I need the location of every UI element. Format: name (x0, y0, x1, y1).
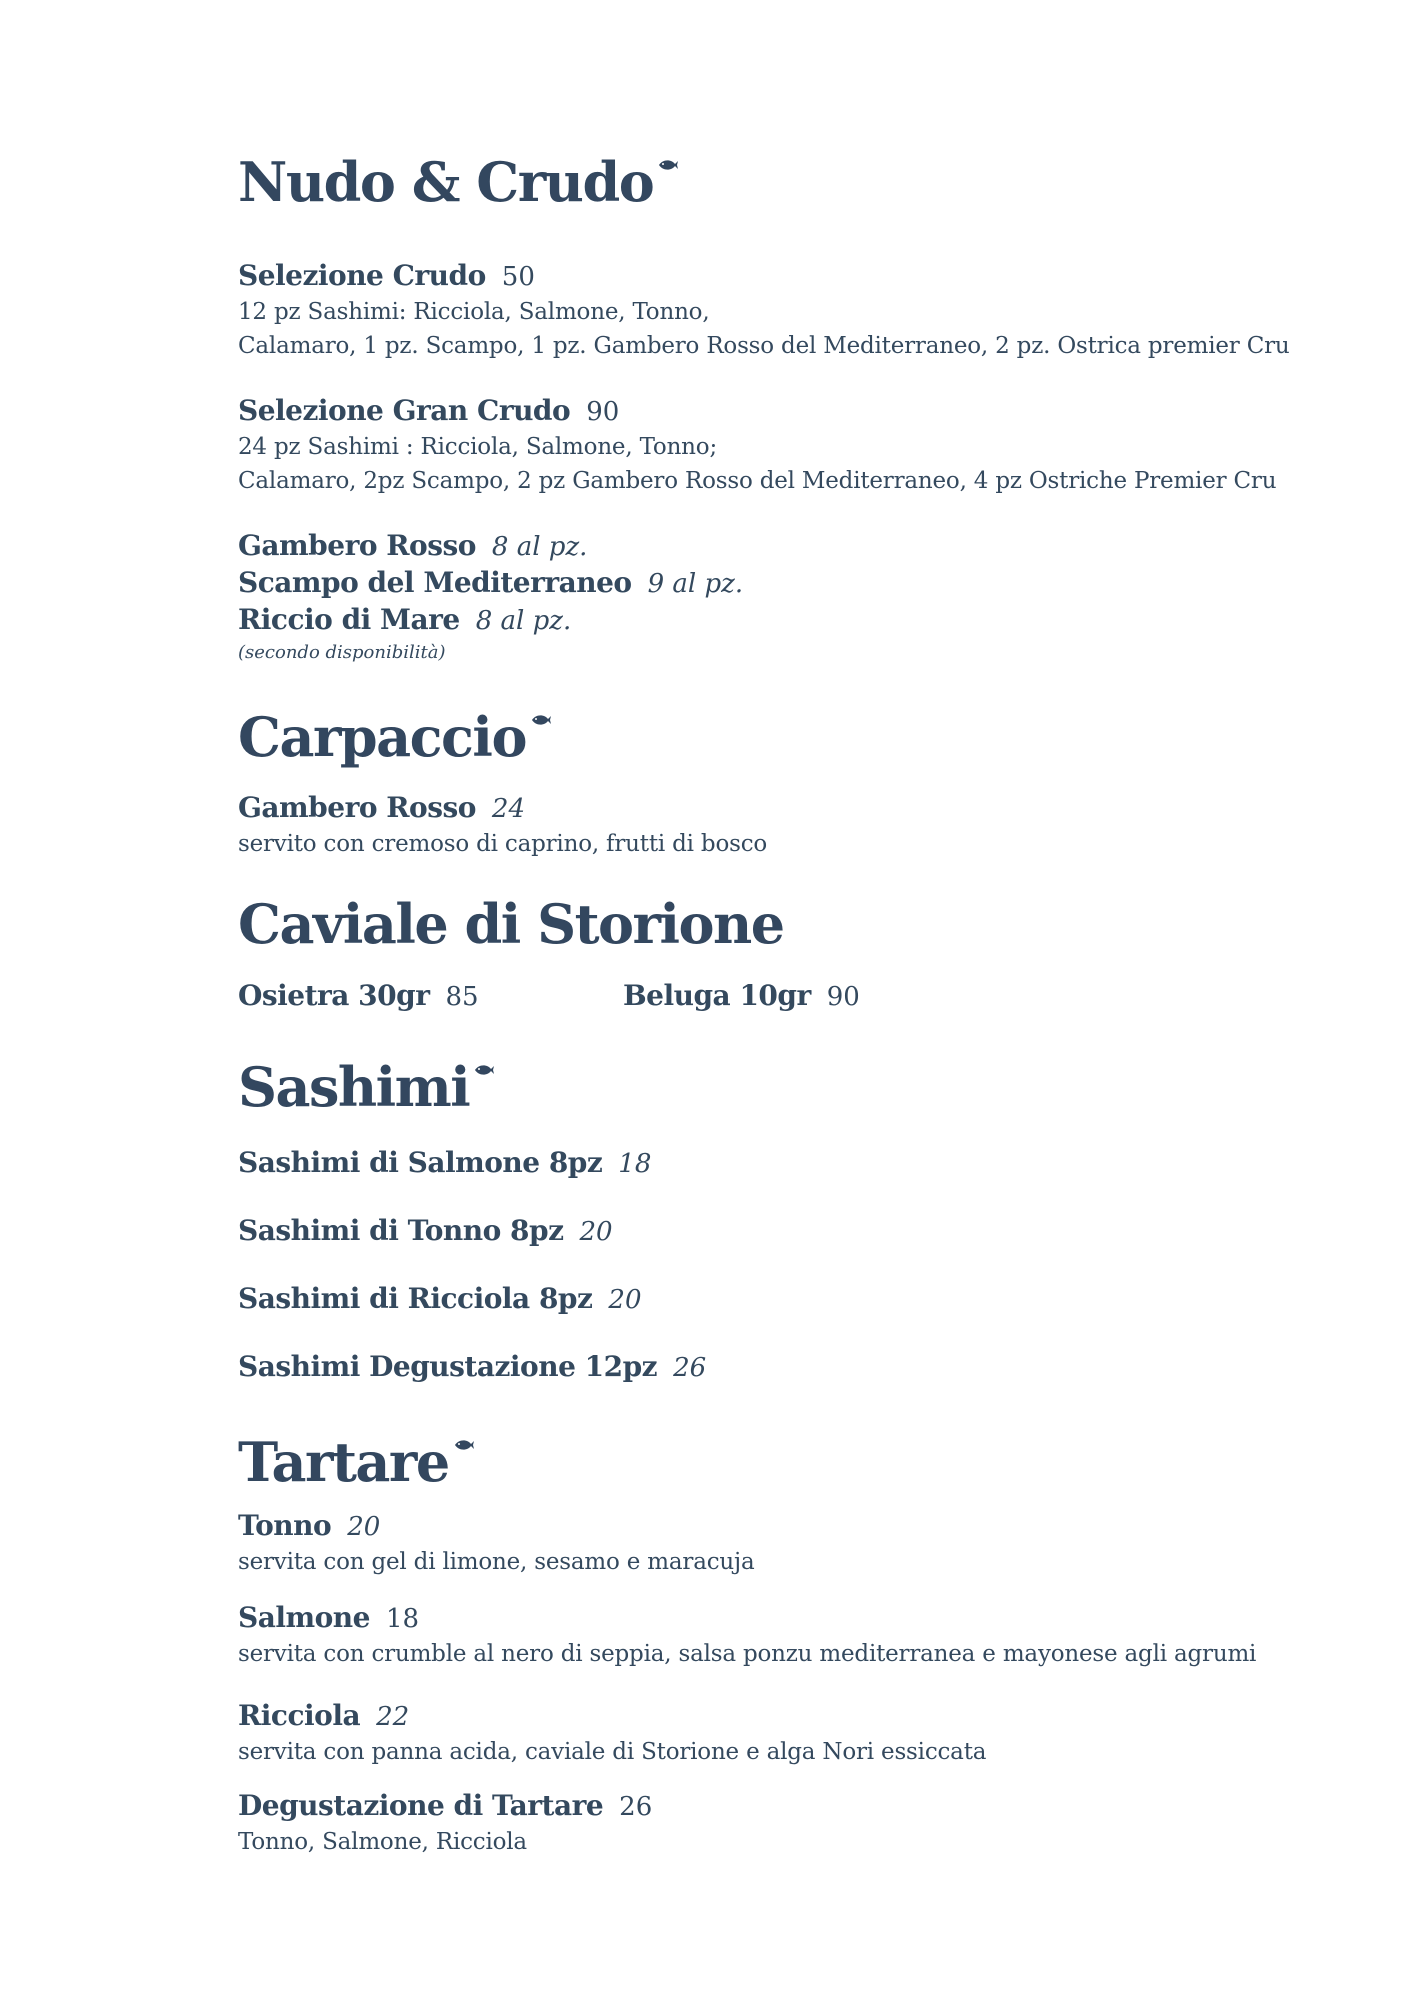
item-price: 18 (385, 1604, 420, 1634)
item-name: Selezione Crudo (238, 259, 486, 292)
item-name: Selezione Gran Crudo (238, 394, 571, 427)
item-name: Sashimi di Tonno 8pz (238, 1214, 564, 1247)
item-price: 85 (445, 982, 479, 1012)
item-description: Calamaro, 2pz Scampo, 2 pz Gambero Rosso del Mediterraneo, 4 pz Ostriche Premier Cru (238, 468, 1277, 495)
item-name: Sashimi Degustazione 12pz (238, 1350, 658, 1383)
item-name: Salmone (238, 1601, 370, 1634)
item-description: 12 pz Sashimi: Ricciola, Salmone, Tonno, (238, 298, 710, 325)
item-name: Degustazione di Tartare (238, 1789, 604, 1822)
item-price: 20 (608, 1285, 642, 1315)
menu-item-tartare-degustazione (238, 1788, 652, 1859)
item-price: 8 al pz. (475, 605, 572, 636)
fish-icon (657, 158, 679, 172)
item-name: Osietra 30gr (238, 979, 430, 1012)
fish-icon (530, 713, 552, 727)
item-price: 20 (347, 1512, 381, 1542)
menu-item-sashimi-degustazione (238, 1349, 706, 1386)
item-name: Riccio di Mare (238, 602, 460, 636)
item-description: 24 pz Sashimi : Ricciola, Salmone, Tonno; (238, 433, 717, 460)
item-description: servita con gel di limone, sesamo e maracuja (238, 1548, 755, 1575)
section-caviale (238, 892, 784, 957)
menu-item-tartare-salmone (238, 1600, 1256, 1671)
item-price: 50 (501, 262, 535, 292)
item-description: servita con crumble al nero di seppia, salsa ponzu mediterranea e mayonese agli agrumi (238, 1640, 1257, 1667)
item-name: Sashimi di Salmone 8pz (238, 1146, 603, 1179)
fish-icon (473, 1063, 495, 1077)
menu-item-sashimi-salmone (238, 1145, 651, 1182)
fish-icon (453, 1438, 475, 1452)
item-price: 90 (586, 397, 620, 427)
menu-item-sashimi-tonno (238, 1213, 613, 1250)
menu-item-sashimi-ricciola (238, 1281, 642, 1318)
item-description: servito con cremoso di caprino, frutti di bosco (238, 830, 768, 857)
menu-item-tartare-ricciola (238, 1698, 986, 1769)
item-name: Sashimi di Ricciola 8pz (238, 1282, 593, 1315)
item-price: 20 (579, 1217, 613, 1247)
item-name: Scampo del Mediterraneo (238, 565, 632, 599)
item-name: Beluga 10gr (623, 979, 811, 1012)
item-name: Gambero Rosso (238, 529, 476, 562)
section-title: Caviale di Storione (238, 892, 784, 956)
item-price: 24 (491, 794, 525, 824)
item-description: servita con panna acida, caviale di Storione e alga Nori essiccata (238, 1738, 987, 1765)
item-price: 8 al pz. (491, 532, 588, 562)
section-title: Sashimi (238, 1055, 469, 1120)
item-price: 18 (618, 1149, 652, 1179)
item-name: Tonno (238, 1509, 332, 1542)
menu-item-selezione-gran-crudo (238, 393, 1276, 499)
menu-item-osietra (238, 978, 479, 1015)
item-description: Tonno, Salmone, Ricciola (238, 1828, 527, 1855)
item-name: Gambero Rosso (238, 791, 476, 824)
item-price: 90 (826, 982, 860, 1012)
section-carpaccio (238, 705, 526, 770)
item-name: Ricciola (238, 1699, 361, 1732)
section-title: Carpaccio (238, 705, 526, 770)
menu-item-beluga (623, 978, 860, 1015)
section-nudo-crudo (238, 150, 653, 215)
section-title: Tartare (238, 1430, 449, 1495)
menu-item-carpaccio-gambero (238, 790, 767, 861)
menu-item-group-singoli (238, 528, 743, 663)
item-price: 26 (619, 1792, 653, 1822)
section-title: Nudo & Crudo (238, 150, 653, 215)
section-tartare (238, 1430, 449, 1495)
menu-item-tartare-tonno (238, 1508, 754, 1579)
menu-item-selezione-crudo (238, 258, 1290, 364)
section-sashimi (238, 1055, 469, 1120)
availability-note: (secondo disponibilità) (238, 642, 446, 664)
item-price: 26 (673, 1353, 707, 1383)
item-price: 22 (376, 1702, 410, 1732)
item-description: Calamaro, 1 pz. Scampo, 1 pz. Gambero Rosso del Mediterraneo, 2 pz. Ostrica premier Cru (238, 333, 1290, 360)
item-price: 9 al pz. (647, 568, 744, 599)
